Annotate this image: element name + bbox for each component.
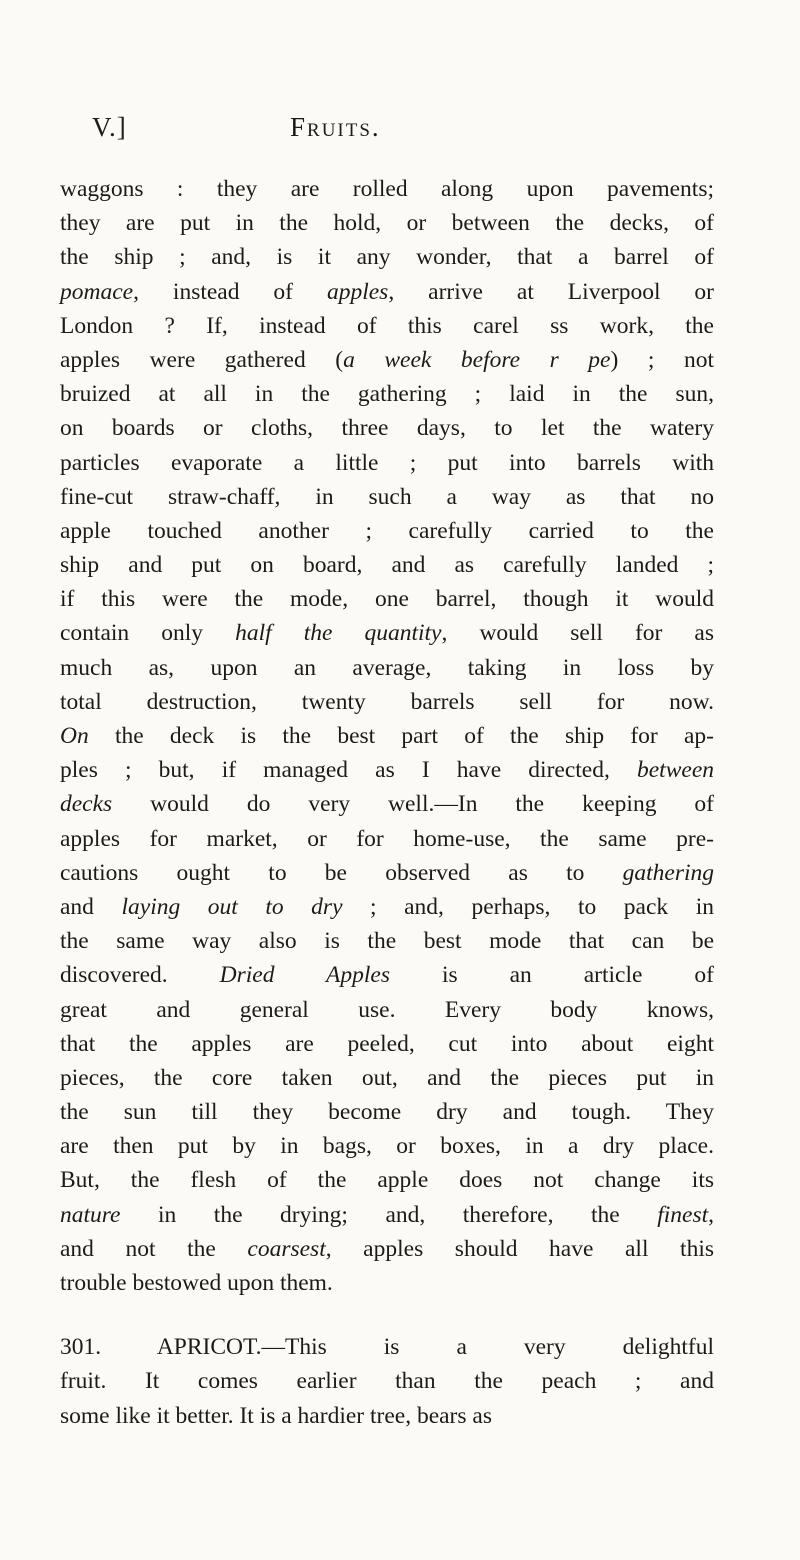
text-line: [60, 924, 714, 958]
text-run: on boards or cloths, three days, to let the watery: [60, 415, 714, 442]
text-run: fruit. It comes earlier than the peach ; and: [60, 1368, 714, 1395]
text-run: apples for market, or for home-use, the same pre-: [60, 825, 714, 852]
text-line: [60, 753, 714, 787]
paragraph-gap: [60, 1300, 714, 1330]
text-line: [60, 1330, 714, 1364]
italic-text: a week before r pe: [343, 346, 611, 373]
italic-text: nature: [60, 1201, 121, 1228]
text-run: apple touched another ; carefully carried to the: [60, 517, 714, 544]
text-run: bruized at all in the gathering ; laid in the sun,: [60, 381, 714, 408]
text-run: , instead of: [133, 278, 327, 305]
text-run: great and general use. Every body knows,: [60, 996, 714, 1023]
text-run: are then put by in bags, or boxes, in a dry place.: [60, 1133, 714, 1160]
text-run: if this were the mode, one barrel, though it would: [60, 586, 714, 613]
text-line: [60, 1027, 714, 1061]
italic-text: apples: [326, 278, 389, 305]
italic-text: decks: [60, 791, 113, 818]
text-run: discovered.: [60, 962, 220, 989]
text-run: that the apples are peeled, cut into about eight: [60, 1030, 714, 1057]
text-run: ; and, perhaps, to pack in: [342, 893, 714, 920]
text-run: trouble bestowed upon them.: [60, 1270, 333, 1296]
text-run: the deck is the best part of the ship for ap-: [88, 723, 714, 749]
text-run: , apples should have all this: [325, 1235, 715, 1262]
running-header: [92, 112, 712, 152]
italic-text: pomace: [60, 278, 134, 305]
paragraph: [60, 1330, 714, 1433]
text-run: ,: [708, 1201, 714, 1228]
text-run: 301. APRICOT.—This is a very delightful: [60, 1334, 714, 1361]
running-title: Fruits.: [290, 112, 381, 142]
text-line: [60, 309, 714, 343]
chapter-number: V.]: [92, 112, 127, 142]
text-run: and not the: [60, 1235, 248, 1262]
text-line: [60, 275, 714, 309]
text-line: [60, 582, 714, 616]
text-line: [60, 480, 714, 514]
text-run: ) ; not: [610, 346, 714, 373]
text-line: [60, 411, 714, 445]
text-line: [60, 651, 714, 685]
italic-text: Dried Apples: [219, 962, 390, 989]
text-line: [60, 993, 714, 1027]
text-run: ship and put on board, and as carefully landed ;: [60, 552, 714, 579]
text-line: [60, 1198, 714, 1232]
text-run: cautions ought to be observed as to: [60, 859, 623, 886]
italic-text: between: [637, 757, 714, 784]
italic-text: gathering: [622, 859, 714, 886]
text-run: contain only: [60, 620, 236, 647]
text-line: [60, 616, 714, 650]
italic-text: laying out to dry: [121, 893, 343, 920]
text-run: they are put in the hold, or between the decks, of: [60, 210, 714, 237]
text-line: [60, 685, 714, 719]
text-line: [60, 1129, 714, 1163]
text-line: [60, 206, 714, 240]
text-run: would do very well.—In the keeping of: [112, 791, 714, 818]
text-run: apples were gathered (: [60, 346, 344, 373]
text-line: [60, 1364, 714, 1398]
text-line: [60, 240, 714, 274]
text-line: [60, 787, 714, 821]
text-line: [60, 856, 714, 890]
text-run: the same way also is the best mode that can be: [60, 928, 714, 955]
text-run: waggons : they are rolled along upon pavements;: [60, 176, 714, 202]
text-line: [60, 446, 714, 480]
text-line: [60, 343, 714, 377]
italic-text: half the quantity: [235, 620, 442, 647]
text-line: [60, 1266, 714, 1300]
text-run: London ? If, instead of this carel ss work, the: [60, 312, 714, 339]
text-run: the ship ; and, is it any wonder, that a barrel of: [60, 244, 714, 271]
text-line: [60, 172, 714, 206]
text-run: fine-cut straw-chaff, in such a way as that no: [60, 483, 714, 510]
italic-text: On: [60, 723, 89, 749]
text-line: [60, 822, 714, 856]
text-run: pieces, the core taken out, and the pieces put in: [60, 1064, 714, 1091]
text-run: is an article of: [389, 962, 714, 989]
text-line: [60, 890, 714, 924]
text-run: total destruction, twenty barrels sell for now.: [60, 688, 714, 715]
text-line: [60, 1095, 714, 1129]
text-line: [60, 958, 714, 992]
text-run: particles evaporate a little ; put into barrels with: [60, 449, 714, 476]
text-line: [60, 1061, 714, 1095]
text-run: , would sell for as: [441, 620, 714, 647]
text-line: [60, 377, 714, 411]
text-run: , arrive at Liverpool or: [388, 278, 715, 305]
body-text: [60, 172, 714, 1433]
text-run: the sun till they become dry and tough. They: [60, 1099, 714, 1126]
text-run: and: [60, 893, 122, 920]
text-line: [60, 1232, 714, 1266]
text-run: in the drying; and, therefore, the: [120, 1201, 658, 1228]
text-line: [60, 719, 714, 753]
text-line: [60, 1399, 714, 1433]
text-line: [60, 1163, 714, 1197]
text-run: ples ; but, if managed as I have directed,: [60, 757, 637, 784]
italic-text: coarsest: [247, 1235, 326, 1262]
text-line: [60, 514, 714, 548]
text-line: [60, 548, 714, 582]
text-run: much as, upon an average, taking in loss by: [60, 654, 714, 681]
text-run: some like it better. It is a hardier tree, bears as: [60, 1402, 492, 1429]
paragraph: [60, 172, 714, 1300]
text-run: But, the flesh of the apple does not change its: [60, 1167, 714, 1194]
italic-text: finest: [657, 1201, 709, 1228]
